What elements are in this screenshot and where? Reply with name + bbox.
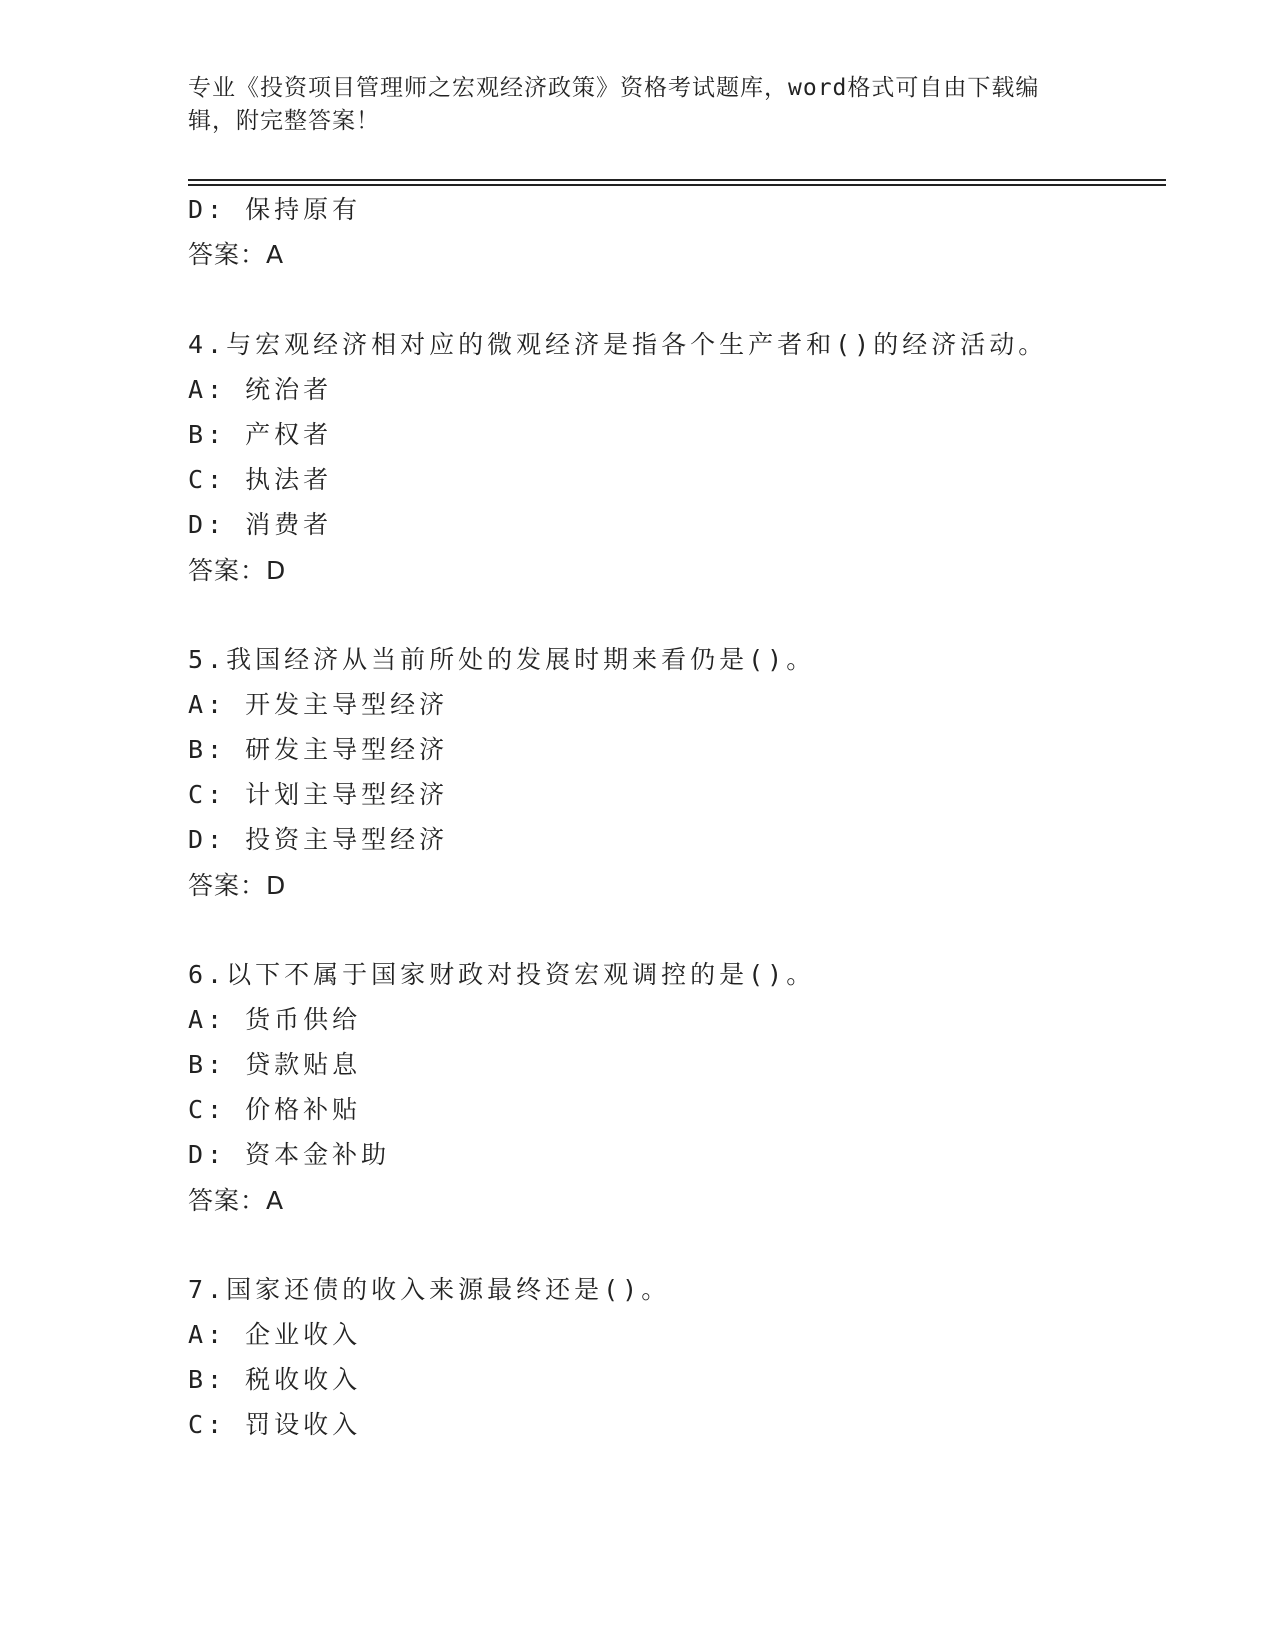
- question-5-option-a: A: 开发主导型经济: [188, 690, 449, 719]
- question-6-option-a: A: 货币供给: [188, 1005, 362, 1034]
- question-6-option-b: B: 贷款贴息: [188, 1050, 362, 1079]
- question-5-option-b: B: 研发主导型经济: [188, 735, 449, 764]
- question-4-option-a: A: 统治者: [188, 375, 333, 404]
- question-5-option-d: D: 投资主导型经济: [188, 825, 449, 854]
- question-4-option-b: B: 产权者: [188, 420, 333, 449]
- question-7-option-a: A: 企业收入: [188, 1320, 362, 1349]
- header-line-2: 辑，附完整答案！: [188, 108, 380, 134]
- header-divider-top: [188, 179, 1166, 181]
- question-7-option-b: B: 税收收入: [188, 1365, 362, 1394]
- question-5-stem: 5.我国经济从当前所处的发展时期来看仍是()。: [188, 645, 816, 674]
- question-5-option-c: C: 计划主导型经济: [188, 780, 449, 809]
- header-line-1: 专业《投资项目管理师之宏观经济政策》资格考试题库，word格式可自由下载编: [188, 75, 1040, 101]
- question-4-option-d: D: 消费者: [188, 510, 333, 539]
- question-6-option-d: D: 资本金补助: [188, 1140, 391, 1169]
- question-6-stem: 6.以下不属于国家财政对投资宏观调控的是()。: [188, 960, 816, 989]
- header-divider-bottom: [188, 184, 1166, 186]
- question-6-answer: 答案：A: [188, 1186, 285, 1215]
- prev-option-d: D: 保持原有: [188, 195, 362, 224]
- question-6-option-c: C: 价格补贴: [188, 1095, 362, 1124]
- question-7-option-c: C: 罚设收入: [188, 1410, 362, 1439]
- question-4-option-c: C: 执法者: [188, 465, 333, 494]
- document-header: [188, 72, 1078, 138]
- question-5-answer: 答案：D: [188, 871, 287, 900]
- question-4-answer: 答案：D: [188, 556, 287, 585]
- question-4-stem: 4.与宏观经济相对应的微观经济是指各个生产者和()的经济活动。: [188, 330, 1048, 359]
- prev-answer: 答案：A: [188, 240, 285, 269]
- question-7-stem: 7.国家还债的收入来源最终还是()。: [188, 1275, 671, 1304]
